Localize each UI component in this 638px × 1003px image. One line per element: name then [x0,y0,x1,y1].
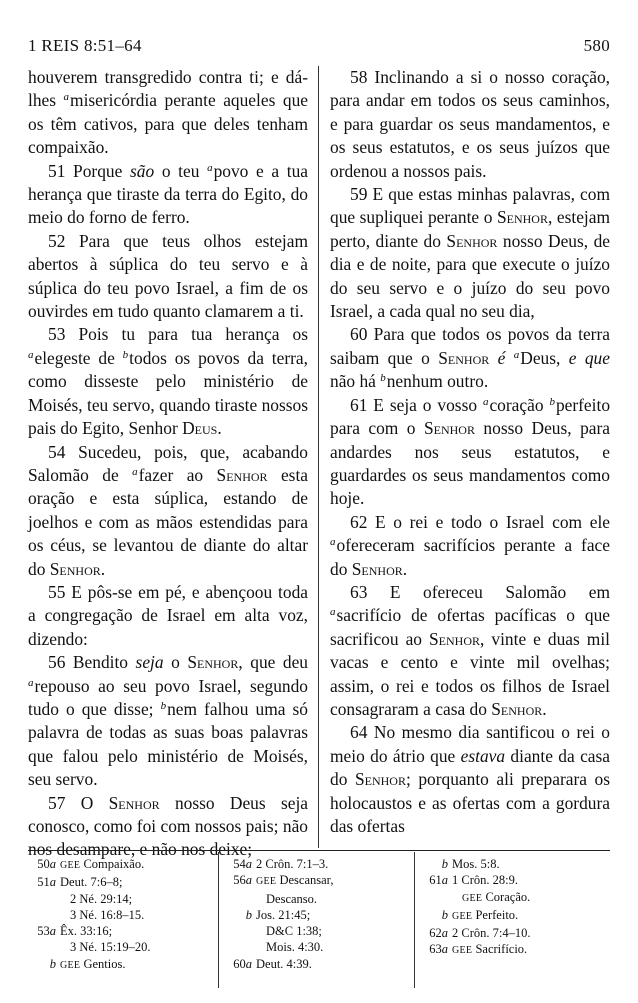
footnote-text [256,856,328,872]
footnote-entry[interactable] [224,907,409,923]
footnote-marker[interactable]: a [63,91,70,104]
footnote-text [452,872,518,888]
footnote-key [224,891,256,907]
footnote-marker[interactable]: a [330,606,336,619]
footnote-text [452,889,530,907]
reference-text: Deut. 4:39. [256,956,312,971]
footnote-text [256,872,333,890]
verse-text: ; porquanto ali preparara os holocaustos e as ofertas com a gordura das ofertas [330,769,610,836]
verse-text: 57 O [48,792,109,813]
footnote-key [224,923,256,939]
verse-text: houverem transgredido contra ti; e dá-lhes [28,67,308,111]
footnote-marker[interactable]: a [513,348,520,361]
footnote-key [224,939,256,955]
verse-text: 64 No mesmo dia santificou o rei o meio do átrio que [330,722,610,766]
footnote-text [60,856,144,874]
verse [28,651,308,791]
footnote-entry[interactable] [28,874,213,890]
verse-text: o [163,652,188,673]
footnote-entry[interactable] [224,939,409,955]
footnote-entry[interactable] [420,872,605,888]
footnote-text [452,941,527,959]
reference-text: Mois. 4:30. [266,940,324,955]
verse-text: coração [489,394,550,415]
verse-text: , vinte e duas mil vacas e cento e vinte mil ovelhas; assim, o rei e todos os filhos de Israel consagraram a casa do [330,628,610,719]
footnote-marker[interactable]: a [132,465,138,478]
reference-text: Êx. 33:16; [60,924,113,939]
small-caps-name: Senhor [496,207,548,228]
footnote-text [452,907,518,925]
verse [28,581,308,651]
footnote-entry[interactable] [224,956,409,972]
verse-text: 52 Para que teus olhos estejam abertos à súplica do teu servo e à súplica do teu povo Israel, a fim de os ouvirdes em tudo quanto clamarem a ti. [28,230,308,322]
footnote-key [28,939,60,955]
guide-abbrev: GEE [60,860,81,871]
small-caps-name: Senhor [187,652,239,673]
verse-continuation [28,66,308,160]
verse-text: esta oração e esta súplica, estando de joelhos e com as mãos estendidas para os céus, se levantou de diante do altar do [28,464,309,579]
footnote-entry[interactable] [224,891,409,907]
footnote-text [256,891,317,907]
verse-text: perfeito para com o [330,394,611,439]
footnote-entry[interactable] [224,856,409,872]
italic-word: e que [568,347,610,368]
footnote-text [452,925,530,941]
footnote-text [60,907,144,923]
footnote-divider [218,852,219,988]
footnote-marker[interactable]: a [330,536,336,549]
footnote-key [28,891,60,907]
guide-abbrev: GEE [452,945,473,957]
verse-text: repouso ao seu povo Israel, segundo tudo o que disse; [28,675,308,719]
footnote-key: b [49,956,56,971]
verse-text: todos os povos da terra, como disseste pelo ministério de Moisés, teu servo, quando tiraste nossos pais do Egito, Senhor [28,347,308,439]
reference-text: Mos. 5:8. [452,857,500,871]
verse-text: Deus, [520,347,569,368]
guide-abbrev: GEE [60,959,81,971]
italic-word: estava [460,745,506,766]
footnote-entry[interactable] [28,939,213,955]
footnote-divider [414,852,415,988]
footnote-key: 54a [233,857,252,871]
verse [28,230,308,324]
footnote-key: b [441,857,448,871]
reference-text: 2 Crôn. 7:1–3. [256,857,329,871]
reference-text: Descanso. [266,891,318,906]
reference-text: 2 Crôn. 7:4–10. [452,926,531,941]
small-caps-name: Senhor [351,558,403,579]
verse-text: nosso Deus seja conosco, como foi com nossos pais; não nos desampare, e não nos deixe; [28,792,308,860]
footnote-marker[interactable]: b [380,372,386,385]
verse-text: 51 Porque [48,160,130,181]
verse-text: 55 E pôs-se em pé, e abençoou toda a congregação de Israel em alta voz, dizendo: [28,581,308,649]
verse [330,183,610,323]
footnote-entry[interactable] [224,923,409,939]
footnote-entry[interactable] [420,889,605,907]
footnote-text [60,891,132,907]
footnote-key: 61a [429,873,448,888]
footnote-entry[interactable] [224,872,409,890]
verse [28,160,308,230]
verse [330,721,610,838]
footnotes-column-1 [28,856,213,974]
reference-text: Gentios. [83,956,126,971]
verse [330,66,610,183]
footnote-key: b [245,907,252,922]
verse-text: . [402,558,408,579]
reference-text: Deut. 7:6–8; [60,875,123,890]
reference-text: 3 Né. 15:19–20. [70,940,151,955]
verse-text: povo e a tua herança que tiraste da terra do Egito, do meio do forno de ferro. [28,160,309,228]
reference-text: D&C 1:38; [266,924,322,939]
footnote-entry[interactable] [420,856,605,872]
footnote-text [60,956,125,974]
guide-abbrev: GEE [256,876,277,888]
footnotes-column-2 [224,856,409,972]
small-caps-name: Senhor [108,792,160,813]
right-text-column [330,66,610,846]
verse-text: nem falhou uma só palavra de todas as suas boas palavras que falou pelo ministério de Moisés, seu servo. [28,698,308,790]
verse-text: o teu [154,160,208,181]
italic-word: são [129,160,155,181]
reference-text: 1 Crôn. 28:9. [452,873,518,888]
footnote-text [60,939,151,955]
footnote-key: 56a [233,873,252,888]
footnote-key [28,907,60,923]
footnote-key: 60a [233,956,252,971]
footnote-marker[interactable]: a [28,348,34,361]
verse [28,441,308,581]
italic-word: é [497,347,506,368]
footnote-key [420,889,452,907]
verse [330,581,610,721]
small-caps-name: Senhor [423,418,475,439]
verse-text: não há [330,371,381,392]
footnote-marker[interactable]: a [207,161,213,174]
footnote-key: 50a [37,857,56,871]
page-number: 580 [583,36,610,55]
guide-abbrev: GEE [452,910,473,922]
verse-text: 59 E que estas minhas palavras, com que supliquei perante o [330,184,610,228]
verse-text: elegeste de [34,347,123,368]
footnote-key: 53a [37,924,56,939]
small-caps-name: Senhor [446,230,498,251]
footnote-entry[interactable] [28,956,213,974]
footnote-key: 62a [429,926,448,941]
footnote-key: b [441,907,448,922]
footnote-marker[interactable]: a [28,676,34,689]
verse-text: . [100,558,106,579]
left-text-column [28,66,309,860]
reference-text: Jos. 21:45; [256,907,311,922]
verse-text: nosso Deus, de dia e de noite, para que execute o juízo do seu servo e o juízo do seu povo Israel, a cada qual no seu dia, [330,230,610,322]
verse-text: , que deu [238,652,309,673]
verse-text: 63 E ofereceu Salomão em [350,581,610,602]
small-caps-name: Deus [182,418,218,439]
small-caps-name: Senhor [429,628,481,649]
footnotes-column-3 [420,856,605,960]
footnote-text [60,874,123,890]
reference-text: Descansar, [279,873,334,888]
verse [28,792,308,862]
verse-text: 53 Pois tu para tua herança os [48,324,308,345]
verse-text: 62 E o rei e todo o Israel com ele [350,511,610,532]
footnote-entry[interactable] [420,907,605,925]
footnote-marker[interactable]: a [482,395,489,408]
footnote-entry[interactable] [420,941,605,959]
verse-text: 54 Sucedeu, pois, que, acabando Salomão de [28,441,308,485]
footnote-text [256,956,312,972]
italic-word: seja [135,652,164,673]
verse [28,323,308,440]
reference-text: Perfeito. [475,907,519,922]
verse-text: misericórdia perante aqueles que os têm cativos, para que deles tenham compaixão. [28,90,308,158]
verse-text: sacrifício de ofertas pacíficas o que sacrificou ao [330,605,610,649]
chapter-reference: 1 REIS 8:51–64 [28,36,142,55]
verse-text: 61 E seja o vosso [350,394,483,415]
small-caps-name: Senhor [354,769,406,790]
footnote-entry[interactable] [420,925,605,941]
footnote-marker[interactable]: b [160,699,167,712]
footnote-key: 51a [37,875,56,890]
verse-text: diante da casa do [330,745,610,790]
footnote-text [452,856,500,872]
reference-text: Sacrifício. [475,942,528,957]
verse-text: , estejam perto, diante do [330,207,610,251]
running-header [28,36,610,62]
footnote-marker[interactable]: b [549,395,555,408]
small-caps-name: Senhor [438,347,490,368]
footnote-rule [28,850,610,851]
footnote-entry[interactable] [28,891,213,907]
footnote-entry[interactable] [28,907,213,923]
small-caps-name: Senhor [216,464,268,485]
footnote-text [256,923,322,939]
verse-text: 56 Bendito [48,652,136,673]
small-caps-name: Senhor [49,558,101,579]
reference-text: 2 Né. 29:14; [70,891,133,906]
guide-abbrev: GEE [462,892,483,904]
footnote-text [256,907,310,923]
footnote-marker[interactable]: b [122,348,129,361]
verse-text: . [217,418,222,439]
verse [330,511,610,581]
reference-text: Compaixão. [83,857,145,871]
verse [330,394,610,511]
footnote-text [60,923,112,939]
small-caps-name: Senhor [491,698,543,719]
footnote-key: 63a [429,942,448,957]
verse-text: nosso Deus, para andardes nos seus estatutos, e guardardes os seus mandamentos como hoje. [330,418,610,509]
verse-text: nenhum outro. [386,371,489,392]
footnote-entry[interactable] [28,856,213,874]
verse-text: 60 Para que todos os povos da terra saibam que o [330,324,610,368]
verse-text: ofereceram sacrifícios perante a face do [330,535,610,579]
column-divider [318,66,319,848]
reference-text: 3 Né. 16:8–15. [70,907,145,922]
reference-text: Coração. [485,889,531,904]
footnote-entry[interactable] [28,923,213,939]
verse-text: 58 Inclinando a si o nosso coração, para andar em todos os seus caminhos, e para guardar os seus mandamentos, e os seus estatutos, e os seus juízos que ordenou a nossos pais. [330,67,610,181]
verse-text: fazer ao [138,464,217,485]
verse [330,323,610,393]
verse-text: . [542,698,547,719]
footnote-text [256,939,323,955]
